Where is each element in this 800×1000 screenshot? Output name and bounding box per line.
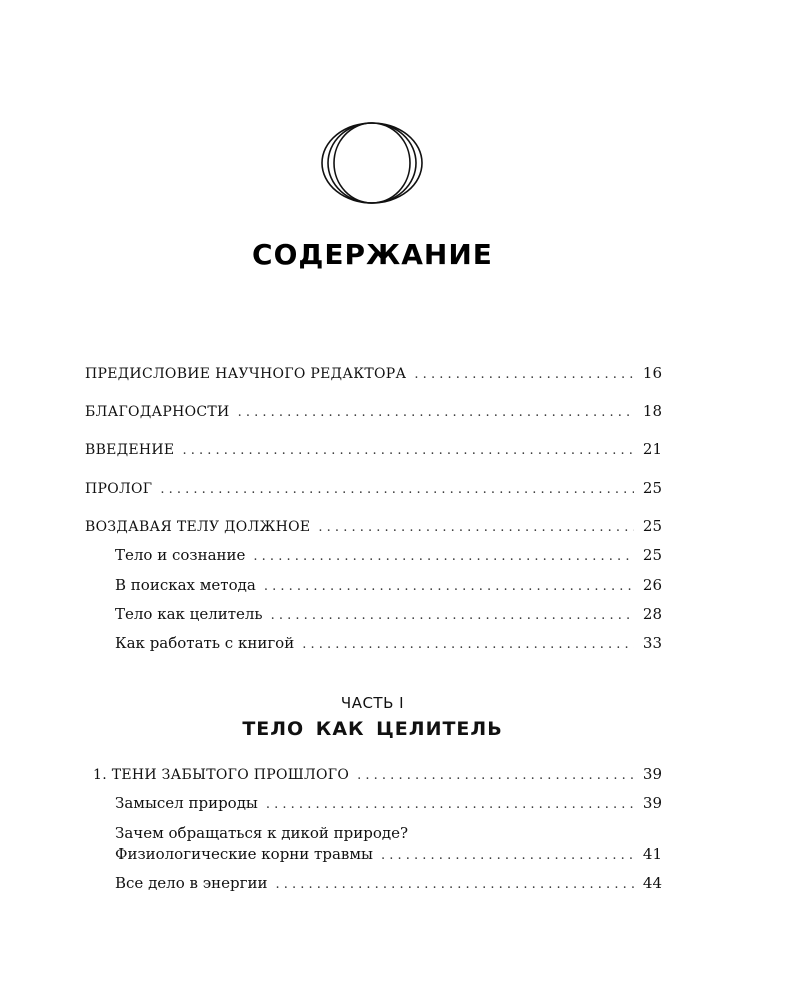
dot-leader [381, 846, 634, 866]
toc-subentry[interactable] [115, 575, 662, 597]
dot-leader [182, 441, 634, 461]
toc-page-number: 21 [642, 440, 662, 458]
toc-entry[interactable] [85, 439, 662, 461]
dot-leader [253, 547, 634, 567]
dot-leader [271, 606, 634, 626]
part-title: ТЕЛО КАК ЦЕЛИТЕЛЬ [242, 718, 503, 740]
dot-leader [238, 403, 634, 423]
toc-entry[interactable] [85, 363, 662, 385]
dot-leader [302, 635, 634, 655]
toc-entry-label: 1. ТЕНИ ЗАБЫТОГО ПРОШЛОГО [93, 767, 350, 783]
part-label: ЧАСТЬ I [340, 694, 405, 712]
toc-subentry[interactable] [115, 633, 662, 655]
toc-entry-label: БЛАГОДАРНОСТИ [85, 404, 230, 420]
dot-leader [414, 365, 634, 385]
toc-entry-label: ПРОЛОГ [85, 481, 153, 497]
toc-page-number: 26 [642, 576, 662, 594]
toc-page-number: 25 [642, 517, 662, 535]
toc-entry[interactable] [85, 401, 662, 423]
toc-page-number: 44 [642, 874, 662, 892]
toc-page-number: 28 [642, 605, 662, 623]
toc-subentry[interactable] [115, 604, 662, 626]
toc-entry-label: ВВЕДЕНИЕ [85, 442, 175, 458]
dot-leader [318, 518, 634, 538]
dot-leader [275, 875, 634, 895]
dot-leader [357, 766, 634, 786]
toc-page-number: 39 [642, 794, 662, 812]
toc-subentry[interactable] [115, 873, 662, 895]
toc-entry[interactable] [85, 478, 662, 500]
toc-page-number: 16 [642, 364, 662, 382]
toc-subentry[interactable] [115, 844, 662, 866]
toc-entry-label: Физиологические корни травмы [115, 845, 373, 863]
toc-entry-label: Как работать с книгой [115, 634, 295, 652]
toc-subentry[interactable] [115, 793, 662, 815]
toc-entry-label-line1[interactable]: Зачем обращаться к дикой природе? [115, 824, 409, 842]
overlapping-circles-icon [318, 120, 426, 206]
toc-entry-label: ПРЕДИСЛОВИЕ НАУЧНОГО РЕДАКТОРА [85, 366, 407, 382]
dot-leader [266, 795, 634, 815]
toc-page-number: 41 [642, 845, 662, 863]
toc-entry-label: ВОЗДАВАЯ ТЕЛУ ДОЛЖНОЕ [85, 519, 311, 535]
dot-leader [160, 480, 634, 500]
toc-page-number: 33 [642, 634, 662, 652]
dot-leader [264, 577, 634, 597]
toc-subentry[interactable] [115, 545, 662, 567]
toc-page-number: 39 [642, 765, 662, 783]
toc-page-number: 25 [642, 479, 662, 497]
toc-entry-label: Замысел природы [115, 794, 258, 812]
toc-chapter-entry[interactable] [93, 764, 662, 786]
toc-entry[interactable] [85, 516, 662, 538]
toc-entry-label: В поисках метода [115, 576, 256, 594]
toc-page-number: 25 [642, 546, 662, 564]
toc-entry-label: Все дело в энергии [115, 874, 268, 892]
toc-entry-label: Тело и сознание [115, 546, 246, 564]
toc-page-number: 18 [642, 402, 662, 420]
toc-entry-label: Тело как целитель [115, 605, 263, 623]
page-title: СОДЕРЖАНИЕ [252, 238, 493, 271]
